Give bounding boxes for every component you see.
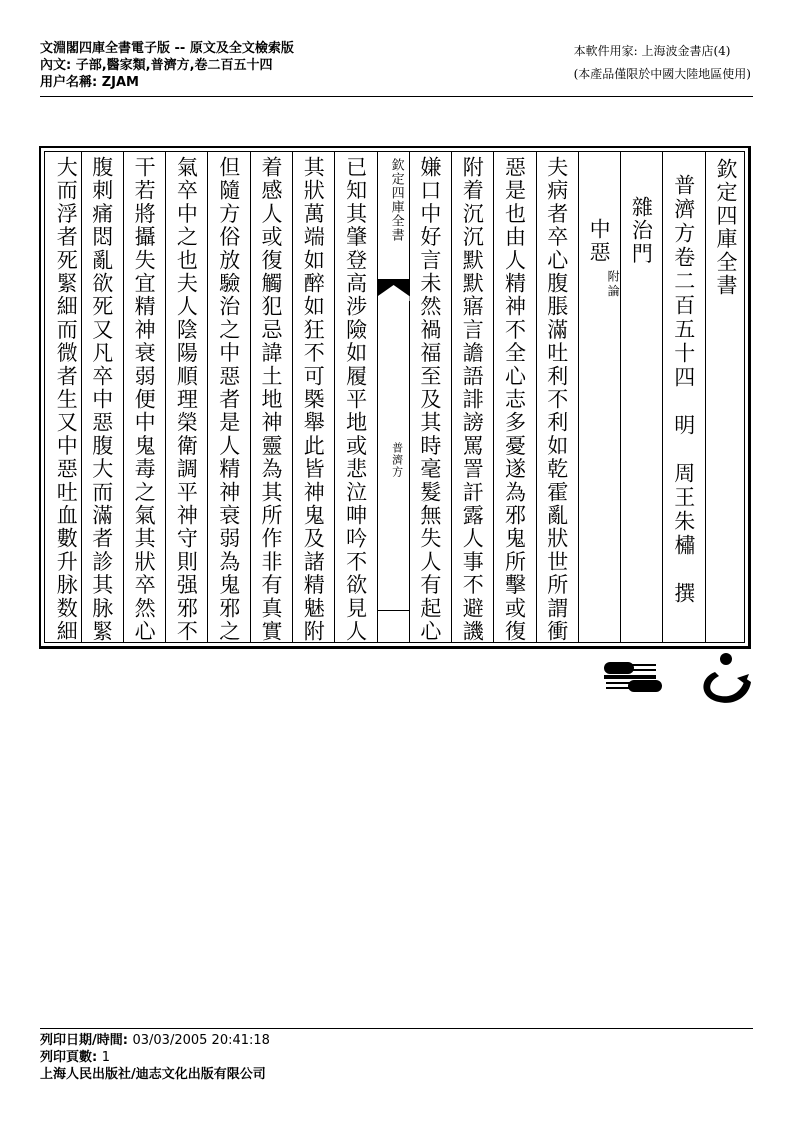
text-column xyxy=(578,152,620,642)
band-book-title: 欽定四庫全書 xyxy=(388,158,404,242)
column-text: 雜治門 xyxy=(629,196,654,266)
user-value: ZJAM xyxy=(101,75,139,90)
text-column xyxy=(536,152,578,642)
column-text: 腹刺痛悶亂欲死又凡卒中惡腹大而滿者診其脉緊 xyxy=(89,156,114,644)
print-datetime xyxy=(40,1032,270,1049)
text-column xyxy=(292,152,334,642)
text-column xyxy=(451,152,493,642)
column-text: 欽定四庫全書 xyxy=(713,158,738,298)
content-path xyxy=(40,57,294,74)
print-pages xyxy=(40,1049,270,1066)
print-datetime-value: 03/03/2005 20:41:18 xyxy=(132,1033,270,1048)
column-text: 夫病者卒心腹脹滿吐利不利如乾霍亂狀世所謂衝 xyxy=(544,156,569,644)
publisher: 上海人民出版社/迪志文化出版有限公司 xyxy=(40,1067,266,1082)
publisher-books-logo xyxy=(598,656,664,700)
restriction-notice: (本產品僅限於中國大陸地區使用) xyxy=(573,67,751,81)
text-column xyxy=(620,152,662,642)
column-text: 普濟方卷二百五十四 明 周王朱橚 撰 xyxy=(671,174,696,606)
column-text: 附着沉沉默默寤言譫語誹謗罵詈訐露人事不避譏 xyxy=(460,156,485,644)
column-text: 嫌口中好言未然禍福至及其時毫髮無失人有起心 xyxy=(417,156,442,644)
print-datetime-label: 列印日期/時間: xyxy=(40,1033,128,1048)
column-text: 干若將攝失宜精神衰弱便中鬼毒之氣其狀卒然心 xyxy=(132,156,157,644)
column-text: 但隨方俗放驗治之中惡者是人精神衰弱為鬼邪之 xyxy=(216,156,241,644)
print-pages-value: 1 xyxy=(101,1050,111,1065)
text-column xyxy=(334,152,376,642)
column-text: 氣卒中之也夫人陰陽順理榮衛調平神守則强邪不 xyxy=(174,156,199,644)
column-text: 着感人或復觸犯忌諱土地神靈為其所作非有真實 xyxy=(258,156,283,644)
column-text: 大而浮者死緊細而微者生又中惡吐血數升脉数細 xyxy=(54,156,79,644)
footer-divider xyxy=(40,1028,753,1029)
user-name xyxy=(40,74,294,91)
header-right xyxy=(574,40,751,86)
column-text: 已知其肇登高涉險如履平地或悲泣呻吟不欲見人 xyxy=(343,156,368,644)
header-left xyxy=(40,40,294,91)
text-column xyxy=(250,152,292,642)
text-grid xyxy=(44,151,745,643)
content-label: 內文: xyxy=(40,58,72,73)
column-text: 其狀萬端如醉如狂不可槩舉此皆神鬼及諸精魅附 xyxy=(301,156,326,644)
band-subtitle: 普濟方 xyxy=(390,442,404,478)
column-text: 惡是也由人精神不全心志多憂遂為邪鬼所擊或復 xyxy=(502,156,527,644)
text-column xyxy=(662,152,704,642)
app-title: 文淵閣四庫全書電子版 -- 原文及全文檢索版 xyxy=(40,41,294,56)
text-column xyxy=(123,152,165,642)
text-column xyxy=(409,152,451,642)
text-column xyxy=(45,152,87,642)
licensee: 本軟件用家: 上海波金書店(4) xyxy=(573,44,731,58)
user-label: 用户名稱: xyxy=(40,75,98,90)
text-column xyxy=(493,152,535,642)
footer xyxy=(40,1032,270,1083)
text-column xyxy=(705,152,747,642)
header-divider xyxy=(40,96,753,97)
center-fold-band xyxy=(377,152,410,642)
band-divider xyxy=(378,610,410,611)
content-value: 子部,醫家類,普濟方,卷二百五十四 xyxy=(75,58,273,73)
page-frame xyxy=(39,146,751,649)
column-text: 中惡 xyxy=(587,218,612,265)
column-note: 附論 xyxy=(606,270,621,299)
text-column xyxy=(207,152,249,642)
print-pages-label: 列印頁數: xyxy=(40,1050,98,1065)
dizhi-culture-logo xyxy=(693,652,755,714)
text-column xyxy=(165,152,207,642)
